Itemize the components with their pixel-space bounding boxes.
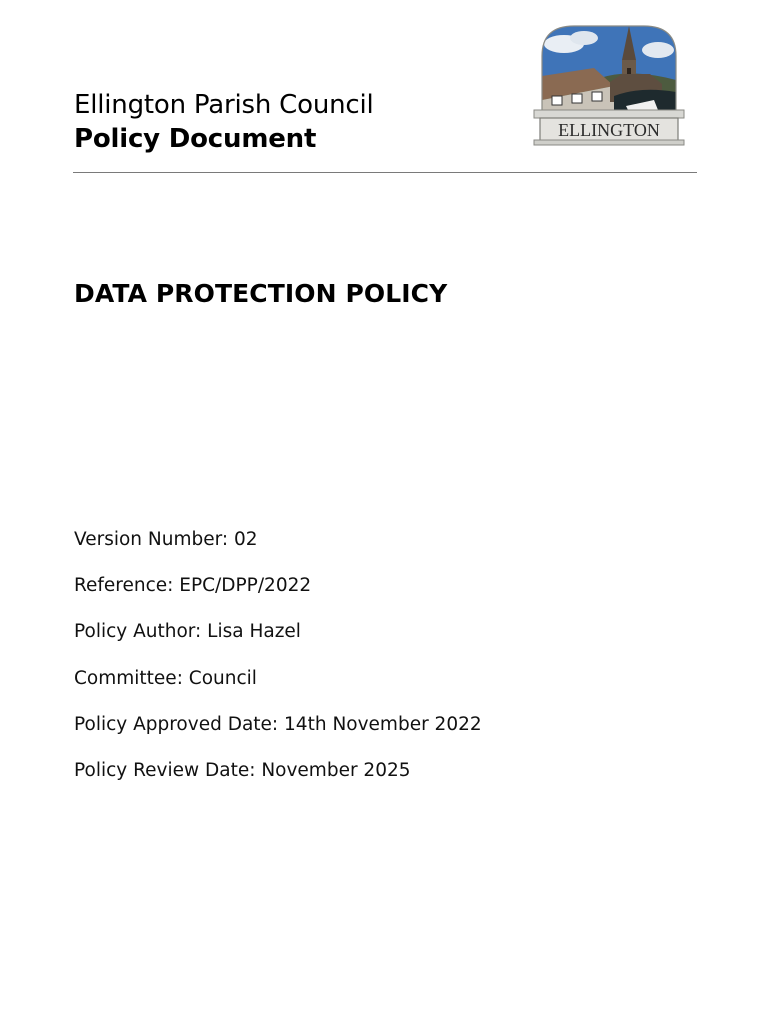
village-crest-logo — [530, 22, 688, 148]
policy-author: Policy Author: Lisa Hazel — [74, 621, 301, 643]
document-type: Policy Document — [74, 124, 317, 154]
reference: Reference: EPC/DPP/2022 — [74, 575, 312, 597]
policy-review-date: Policy Review Date: November 2025 — [74, 759, 411, 781]
policy-title: DATA PROTECTION POLICY — [74, 279, 448, 308]
header-divider — [73, 172, 697, 173]
policy-metadata-list — [74, 527, 482, 804]
organization-name: Ellington Parish Council — [74, 90, 374, 120]
version-number: Version Number: 02 — [74, 529, 258, 550]
policy-approved-date: Policy Approved Date: 14th November 2022 — [74, 713, 482, 735]
committee: Committee: Council — [74, 667, 257, 689]
logo-caption: ELLINGTON — [558, 120, 660, 140]
